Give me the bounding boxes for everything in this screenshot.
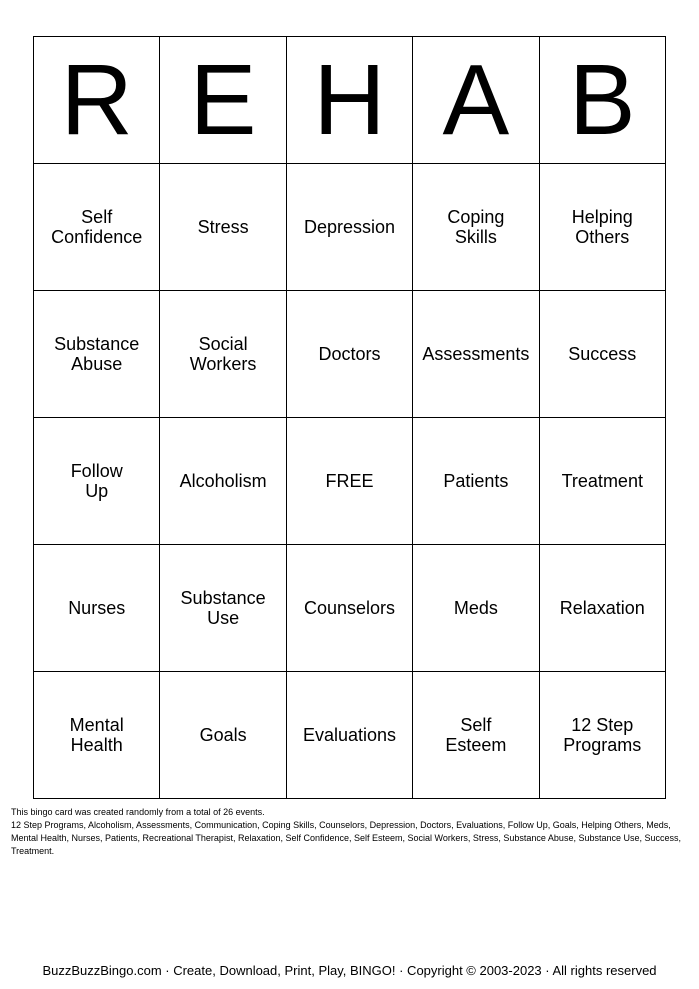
header-letter-h: H [286, 37, 412, 164]
bingo-cell: Relaxation [539, 545, 665, 672]
header-letter-a: A [413, 37, 539, 164]
event-footnote [11, 806, 683, 858]
bingo-cell: Assessments [413, 291, 539, 418]
bingo-cell: Meds [413, 545, 539, 672]
bingo-cell: Substance Use [160, 545, 286, 672]
card-row-4 [34, 545, 666, 672]
bingo-cell: Stress [160, 164, 286, 291]
bingo-cell: Counselors [286, 545, 412, 672]
bingo-cell: Nurses [34, 545, 160, 672]
card-row-2 [34, 291, 666, 418]
card-row-5 [34, 672, 666, 799]
page-footer: BuzzBuzzBingo.com · Create, Download, Print, Play, BINGO! · Copyright © 2003-2023 · All rights reserved [42, 963, 657, 978]
card-row-3 [34, 418, 666, 545]
bingo-cell: Evaluations [286, 672, 412, 799]
bingo-cell: Social Workers [160, 291, 286, 418]
free-space-cell: FREE [286, 418, 412, 545]
bingo-cell: Coping Skills [413, 164, 539, 291]
bingo-cell: Treatment [539, 418, 665, 545]
bingo-cell: Follow Up [34, 418, 160, 545]
bingo-cell: Helping Others [539, 164, 665, 291]
card-row-1 [34, 164, 666, 291]
bingo-cell: Alcoholism [160, 418, 286, 545]
bingo-cell: Self Confidence [34, 164, 160, 291]
bingo-card [33, 36, 666, 799]
bingo-cell: Doctors [286, 291, 412, 418]
header-letter-b: B [539, 37, 665, 164]
footnote-intro: This bingo card was created randomly from a total of 26 events. [11, 807, 265, 817]
bingo-cell: Patients [413, 418, 539, 545]
footnote-event-list: 12 Step Programs, Alcoholism, Assessments, Communication, Coping Skills, Counselors, Depression, Doctors, Evaluations, Follow Up, Goals, Helping Others, Meds, Mental Health, Nurses, Patients, Recreational Therapist, Relaxation, Self Confidence, Self Esteem, Social Workers, Stress, Substance Abuse, Substance Use, Success, Treatment. [11, 820, 681, 856]
bingo-cell: Success [539, 291, 665, 418]
bingo-cell: Depression [286, 164, 412, 291]
bingo-cell: Goals [160, 672, 286, 799]
header-letter-e: E [160, 37, 286, 164]
header-letter-r: R [34, 37, 160, 164]
header-row [34, 37, 666, 164]
bingo-cell: Mental Health [34, 672, 160, 799]
bingo-cell: Substance Abuse [34, 291, 160, 418]
bingo-cell: 12 Step Programs [539, 672, 665, 799]
bingo-cell: Self Esteem [413, 672, 539, 799]
